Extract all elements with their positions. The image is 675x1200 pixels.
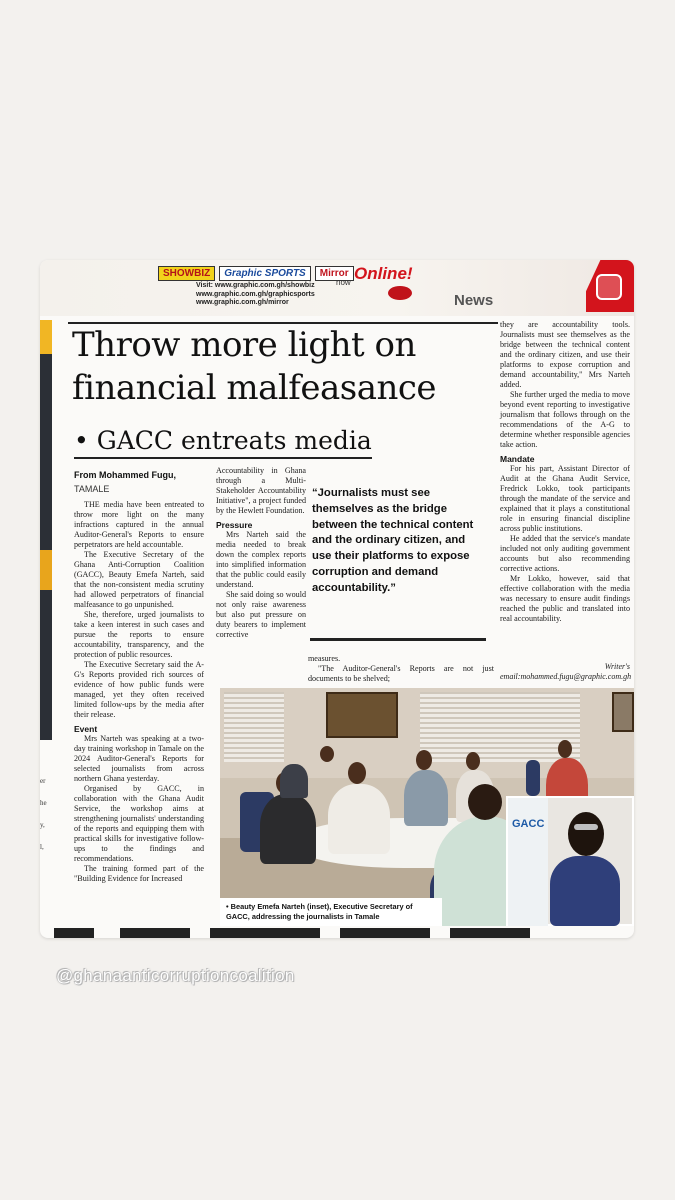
snippet: y, xyxy=(40,821,45,829)
writer-label: Writer's xyxy=(604,662,630,671)
masthead-logos xyxy=(158,266,354,281)
url-showbiz: Visit: www.graphic.com.gh/showbiz xyxy=(196,282,315,289)
section-heading-pressure: Pressure xyxy=(216,520,253,530)
paragraph: For his part, Assistant Director of Audit at the Ghana Audit Service, Fredrick Lokko, took participants through the mandate of the service and explained that it plays a constitutional role in ensuring financial discipline across public institutions. xyxy=(500,464,630,533)
pull-quote-rule xyxy=(310,638,486,641)
photo-caption: • Beauty Emefa Narteh (inset), Executive Secretary of GACC, addressing the journalists in Tamale xyxy=(220,898,442,926)
masthead xyxy=(40,260,634,316)
snippet: l, xyxy=(40,843,44,851)
paragraph: He added that the service's mandate included not only auditing government accounts but also recommending corrective actions. xyxy=(500,534,630,573)
writer-credit xyxy=(500,662,630,682)
inset-banner-text: GACC xyxy=(512,818,545,830)
left-photo-strip xyxy=(40,320,52,740)
column-3 xyxy=(500,320,630,624)
computer-mouse-icon xyxy=(388,286,412,300)
column-1 xyxy=(74,500,204,884)
account-handle[interactable]: @ghanaanticorruptioncoalition xyxy=(56,966,295,985)
section-heading-mandate: Mandate xyxy=(500,454,535,464)
snippet: er xyxy=(40,777,46,785)
subheadline-text: GACC entreats media xyxy=(96,426,372,455)
paragraph: Mrs Narteh said the media needed to break down the complex reports into simplified information that the public could easily understand. xyxy=(216,530,306,589)
graphic-sports-logo: Graphic SPORTS xyxy=(219,266,311,281)
masthead-online: Online! xyxy=(354,264,413,283)
masthead-now: now xyxy=(336,278,351,287)
dateline: TAMALE xyxy=(74,484,110,494)
paragraph: Mrs Narteh was speaking at a two-day training workshop in Tamale on the 2024 Auditor-General's Reports for selected journalists from across northern Ghana yesterday. xyxy=(74,734,204,783)
paragraph: She, therefore, urged journalists to take a keen interest in such cases and pursue the reports to ensure accountability, transparency, and the protection of public resources. xyxy=(74,610,204,659)
mirror-logo: Mirror xyxy=(315,266,354,281)
paragraph: The Executive Secretary of the Ghana Anti-Corruption Coalition (GACC), Beauty Emefa Narteh, said that the non-consistent media scrutiny had allowed perpetrators of financial malfeasance to go unpunished. xyxy=(74,550,204,609)
url-mirror: www.graphic.com.gh/mirror xyxy=(196,299,289,306)
showbiz-logo: SHOWBIZ xyxy=(158,266,215,281)
writer-email: email:mohammed.fugu@graphic.com.gh xyxy=(500,672,632,681)
section-label: News xyxy=(454,292,494,309)
paragraph: She said doing so would not only raise awareness but also put pressure on duty bearers to implement corrective xyxy=(216,590,306,639)
next-headline-fragment xyxy=(40,928,634,938)
paragraph: measures. xyxy=(308,654,341,663)
headline-line-1: Throw more light on xyxy=(72,325,416,365)
column-4 xyxy=(308,654,494,684)
paragraph: Mr Lokko, however, said that effective collaboration with the media was necessary to ensure audit findings reached the public and translated into real accountability. xyxy=(500,574,630,623)
square-frame-icon xyxy=(596,274,622,300)
bullet-icon: • xyxy=(74,426,89,455)
url-sports: www.graphic.com.gh/graphicsports xyxy=(196,290,315,298)
paragraph: they are accountability tools. Journalists must see themselves as the bridge between the technical content and the ordinary citizen, and use their platforms to expose corruption and demand accountability," Mrs Narteh added. xyxy=(500,320,630,389)
paragraph: "The Auditor-General's Reports are not just documents to be shelved; xyxy=(308,664,494,683)
snippet: he xyxy=(40,799,47,807)
workshop-photo xyxy=(220,688,634,926)
paragraph: The training formed part of the "Building Evidence for Increased xyxy=(74,864,204,883)
pull-quote: “Journalists must see themselves as the bridge between the technical content and the ordinary citizen, and use their platforms to expose corruption and demand accountability.” xyxy=(312,487,474,594)
paragraph: The Executive Secretary said the A-G's Reports provided rich sources of evidence of how public funds were managed, yet they often received limited follow-ups by the media after their release. xyxy=(74,660,204,719)
paragraph: She further urged the media to move beyond event reporting to investigative journalism that follows through on the recommendations of the A-G to determine whether responsible agencies take action. xyxy=(500,390,630,449)
paragraph: THE media have been entreated to throw more light on the many infractions captured in the annual Auditor-General's Reports to ensure perpetrators are held accountable. xyxy=(74,500,204,549)
column-2 xyxy=(216,466,306,640)
left-column-snippets xyxy=(40,770,52,858)
headline xyxy=(72,324,502,410)
subheadline xyxy=(74,426,372,459)
byline: From Mohammed Fugu, xyxy=(74,470,176,480)
glasses-icon xyxy=(574,824,598,830)
paragraph: Organised by GACC, in collaboration with the Ghana Audit Service, the workshop aims at strengthening journalists' understanding of the reports and equipping them with practical skills for investigative follow-ups to the findings and recommendations. xyxy=(74,784,204,863)
masthead-urls xyxy=(196,282,315,308)
newspaper-clipping xyxy=(40,260,634,938)
headline-line-2: financial malfeasance xyxy=(72,368,437,408)
paragraph: Accountability in Ghana through a Multi-Stakeholder Accountability Initiative", a project funded by the Hewlett Foundation. xyxy=(216,466,306,515)
inset-photo xyxy=(506,796,634,926)
section-heading-event: Event xyxy=(74,724,98,734)
